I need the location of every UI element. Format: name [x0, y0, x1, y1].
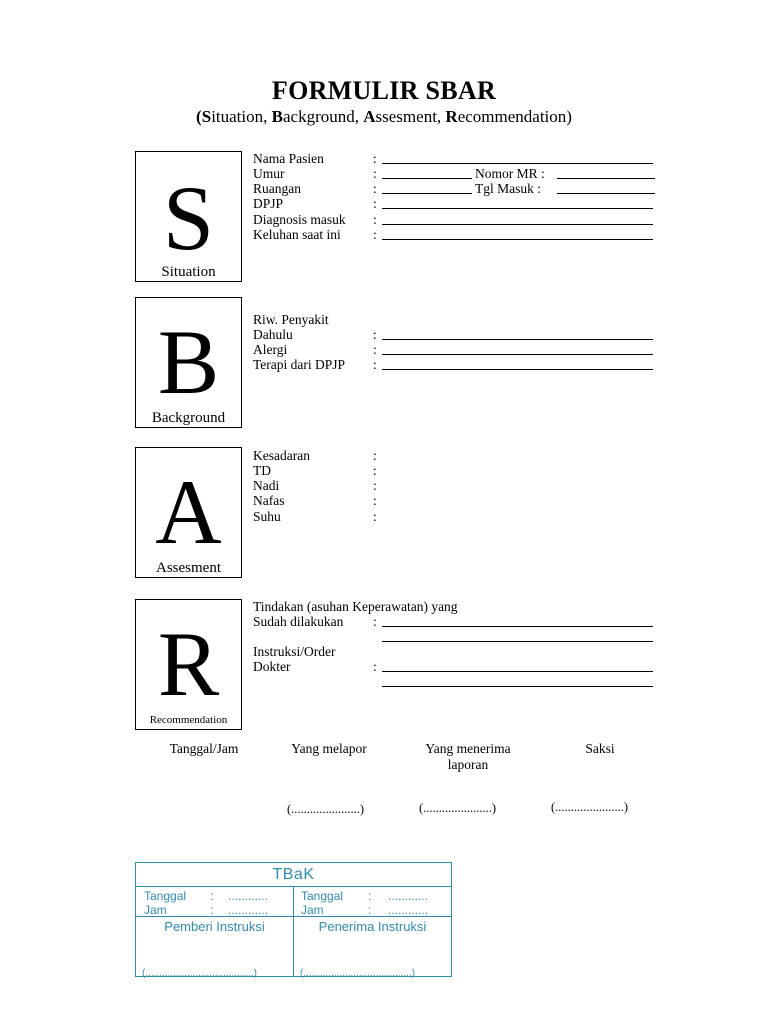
colon: : [373, 357, 377, 372]
instruksi-label: Instruksi/Order [253, 644, 336, 659]
background-letter: B [157, 311, 220, 413]
colon: : [373, 342, 377, 357]
tbak-tanggal-dots-2[interactable]: ............ [388, 889, 429, 903]
umur-field[interactable] [382, 178, 472, 179]
tbak-jam-label: Jam [144, 903, 167, 917]
colon: : [373, 478, 377, 493]
tindakan-field-2[interactable] [382, 641, 653, 642]
subtitle-segment: B [271, 107, 283, 126]
subtitle-segment: ssesment, [375, 107, 446, 126]
menerima-signature[interactable]: (......................) [419, 801, 497, 815]
colon: : [373, 463, 377, 478]
riw-penyakit-label: Riw. Penyakit [253, 312, 329, 327]
dahulu-field[interactable] [382, 339, 653, 340]
colon: : [373, 493, 377, 508]
situation-letter: S [162, 167, 215, 269]
dahulu-label: Dahulu [253, 327, 293, 342]
alergi-field[interactable] [382, 354, 653, 355]
nomor-mr-label: Nomor MR : [475, 166, 545, 181]
colon: : [373, 196, 377, 211]
tanggal-jam-heading: Tanggal/Jam [169, 741, 239, 756]
colon: : [373, 614, 377, 629]
tgl-masuk-field[interactable] [557, 193, 655, 194]
yang-menerima-heading [410, 741, 526, 773]
background-box [135, 297, 242, 428]
umur-label: Umur [253, 166, 285, 181]
subtitle-segment: ituation, [211, 107, 272, 126]
recommendation-letter: R [157, 613, 220, 715]
tbak-stamp [135, 862, 452, 977]
tbak-penerima-signature[interactable]: (.......................................) [300, 968, 416, 979]
tbak-penerima-label: Penerima Instruksi [318, 919, 427, 934]
diagnosis-masuk-field[interactable] [382, 224, 653, 225]
ruangan-label: Ruangan [253, 181, 301, 196]
keluhan-field[interactable] [382, 239, 653, 240]
recommendation-box [135, 599, 242, 730]
colon: : [373, 327, 377, 342]
diagnosis-masuk-label: Diagnosis masuk [253, 212, 346, 227]
keluhan-label: Keluhan saat ini [253, 227, 341, 242]
nama-pasien-field[interactable] [382, 163, 653, 164]
yang-melapor-heading: Yang melapor [291, 741, 367, 756]
ruangan-field[interactable] [382, 193, 472, 194]
recommendation-caption: Recommendation [149, 714, 228, 726]
nafas-label: Nafas [253, 493, 285, 508]
melapor-signature[interactable]: (......................) [287, 802, 365, 816]
colon: : [373, 181, 377, 196]
form-title: FORMULIR SBAR [271, 76, 497, 105]
nama-pasien-label: Nama Pasien [253, 151, 324, 166]
colon: : [373, 227, 377, 242]
tbak-jam-dots-2[interactable]: ............ [388, 903, 429, 917]
colon: : [373, 509, 377, 524]
terapi-dpjp-field[interactable] [382, 369, 653, 370]
tgl-masuk-label: Tgl Masuk : [475, 181, 541, 196]
dpjp-field[interactable] [382, 208, 653, 209]
assesment-caption: Assesment [156, 560, 221, 576]
tbak-pemberi-label: Pemberi Instruksi [164, 919, 265, 934]
tbak-tanggal-label-2: Tanggal [301, 889, 344, 903]
yang-menerima-line2: laporan [447, 757, 489, 772]
subtitle-segment: ackground, [282, 107, 364, 126]
tbak-colon: : [210, 889, 214, 903]
colon: : [373, 448, 377, 463]
dokter-label: Dokter [253, 659, 291, 674]
td-label: TD [253, 463, 271, 478]
instruksi-field-2[interactable] [382, 686, 653, 687]
situation-caption: Situation [161, 264, 216, 280]
tbak-colon: : [210, 903, 214, 917]
saksi-heading: Saksi [585, 741, 615, 756]
tindakan-field[interactable] [382, 626, 653, 627]
nomor-mr-field[interactable] [557, 178, 655, 179]
dpjp-label: DPJP [253, 196, 284, 211]
subtitle-segment: S [201, 107, 212, 126]
tbak-jam-dots[interactable]: ............ [228, 903, 269, 917]
tbak-colon: : [368, 903, 372, 917]
alergi-label: Alergi [253, 342, 288, 357]
sudah-dilakukan-label: Sudah dilakukan [253, 614, 344, 629]
tbak-title: TBaK [136, 863, 451, 887]
tbak-tanggal-label: Tanggal [144, 889, 187, 903]
colon: : [373, 166, 377, 181]
subtitle-segment: R [445, 107, 458, 126]
colon: : [373, 659, 377, 674]
terapi-dpjp-label: Terapi dari DPJP [253, 357, 346, 372]
nadi-label: Nadi [253, 478, 280, 493]
tindakan-label: Tindakan (asuhan Keperawatan) yang [253, 599, 458, 614]
tbak-tanggal-dots[interactable]: ............ [228, 889, 269, 903]
suhu-label: Suhu [253, 509, 281, 524]
subtitle-segment: ecommendation) [457, 107, 572, 126]
assesment-letter: A [155, 461, 222, 563]
tbak-colon: : [368, 889, 372, 903]
situation-box [135, 151, 242, 282]
tbak-jam-label-2: Jam [301, 903, 324, 917]
instruksi-field[interactable] [382, 671, 653, 672]
tbak-pemberi-signature[interactable]: (.......................................) [142, 968, 258, 979]
colon: : [373, 151, 377, 166]
yang-menerima-line1: Yang menerima [425, 741, 511, 756]
kesadaran-label: Kesadaran [253, 448, 310, 463]
form-subtitle [0, 107, 768, 127]
assesment-box [135, 447, 242, 578]
saksi-signature[interactable]: (......................) [551, 800, 629, 814]
background-caption: Background [151, 410, 226, 426]
subtitle-segment: ( [196, 107, 202, 126]
colon: : [373, 212, 377, 227]
subtitle-segment: A [363, 107, 376, 126]
